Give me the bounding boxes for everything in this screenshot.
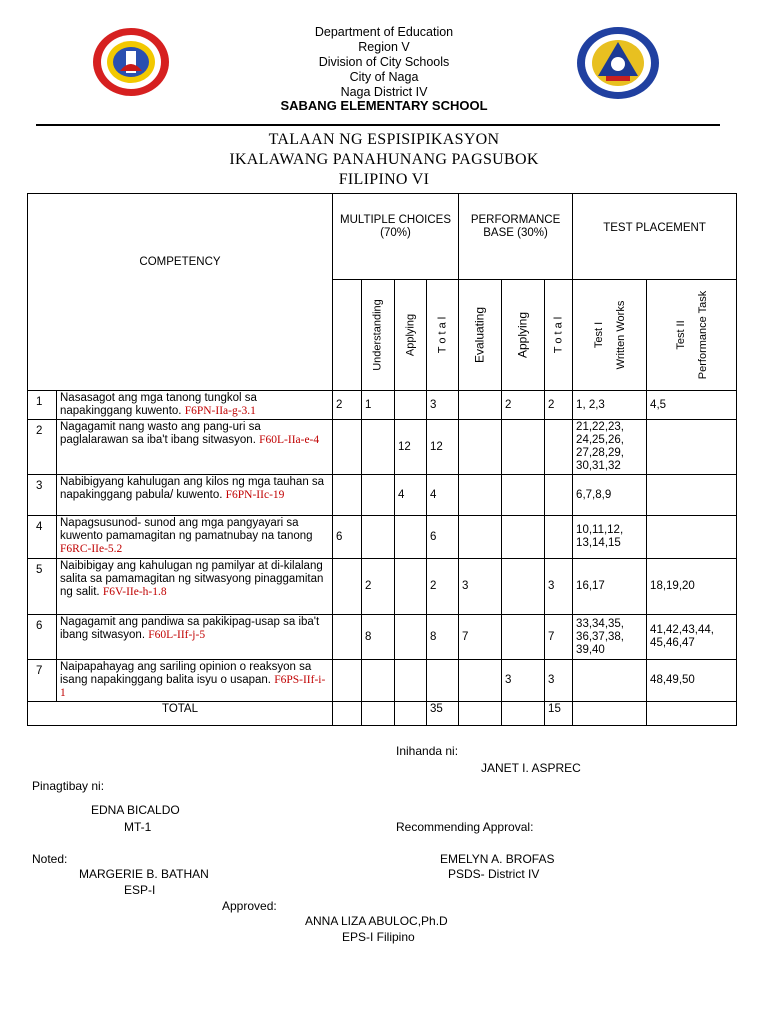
test2-placement-cell: 18,19,20: [647, 559, 737, 615]
competency-text: Nabibigyang kahulugan ang kilos ng mga tauhan sa napakinggang pabula/ kuwento.: [60, 476, 325, 501]
prepared-label: Inihanda ni:: [396, 744, 459, 758]
tp-sub-test2: Test II Performance Task: [647, 280, 737, 391]
test1-placement-cell: 6,7,8,9: [573, 475, 647, 516]
pb-cell: [459, 660, 502, 702]
pb-total-cell: 3: [545, 559, 573, 615]
competency-cell: [57, 615, 333, 660]
mc-sub-applying: Applying: [395, 280, 427, 391]
mc-cell: [362, 516, 395, 559]
mc-cell: [333, 615, 362, 660]
row-number: 5: [28, 559, 57, 615]
row-number: 4: [28, 516, 57, 559]
total-cell: [459, 702, 502, 726]
header-division: Division of City Schools: [318, 55, 450, 69]
total-cell: [502, 702, 545, 726]
competency-cell: [57, 475, 333, 516]
table-row: [28, 420, 737, 475]
competency-text: Naibibigay ang kahulugan ng pamilyar at di-kilalang salita sa pamamagitan ng sitwasyong pinaggamitan ng salit.: [60, 560, 324, 598]
mc-cell: [395, 559, 427, 615]
header-city: City of Naga: [349, 70, 419, 84]
total-cell: [395, 702, 427, 726]
total-cell: [333, 702, 362, 726]
approved-position: EPS-I Filipino: [342, 930, 415, 944]
competency-cell: [57, 391, 333, 420]
specification-table: [27, 193, 737, 726]
mc-cell: [333, 559, 362, 615]
competency-code: F6V-IIe-h-1.8: [102, 586, 167, 598]
header-region: Region V: [358, 40, 410, 54]
table-row: [28, 660, 737, 702]
competency-code: F6PN-IIc-19: [225, 489, 285, 501]
table-row: [28, 559, 737, 615]
tp-sub-test1: Test I Written Works: [573, 280, 647, 391]
pb-cell: [502, 516, 545, 559]
test2-placement-cell: 48,49,50: [647, 660, 737, 702]
test2-placement-cell: [647, 420, 737, 475]
mc-cell: [395, 391, 427, 420]
mc-cell: 6: [333, 516, 362, 559]
mc-header: MULTIPLE CHOICES (70%): [333, 194, 459, 280]
pb-total-cell: 7: [545, 615, 573, 660]
pb-total-cell: 2: [545, 391, 573, 420]
test1-placement-cell: 1, 2,3: [573, 391, 647, 420]
mc-total-cell: 4: [427, 475, 459, 516]
mc-total-cell: 8: [427, 615, 459, 660]
pb-total-cell: [545, 516, 573, 559]
pb-total-cell: 3: [545, 660, 573, 702]
mc-total-cell: 2: [427, 559, 459, 615]
mc-cell: [395, 516, 427, 559]
pb-total-cell: [545, 420, 573, 475]
pb-cell: [502, 559, 545, 615]
test2-placement-cell: [647, 516, 737, 559]
noted-label: Noted:: [32, 852, 68, 866]
recommending-position: PSDS- District IV: [448, 867, 540, 881]
tp-header: TEST PLACEMENT: [573, 194, 737, 280]
mc-sub-understanding: Understanding: [362, 280, 395, 391]
competency-text: Napagsusunod- sunod ang mga pangyayari sa kuwento pamamagitan ng pamatnubay na tanong: [60, 517, 313, 542]
noted-name: MARGERIE B. BATHAN: [79, 867, 209, 881]
pb-cell: 7: [459, 615, 502, 660]
doc-subject: FILIPINO VI: [338, 171, 430, 188]
pb-cell: 2: [502, 391, 545, 420]
mc-sub-1: [333, 280, 362, 391]
competency-code: F60L-IIa-e-4: [259, 434, 320, 446]
pb-sub-applying: Applying: [502, 280, 545, 391]
row-number: 2: [28, 420, 57, 475]
mc-total-cell: 3: [427, 391, 459, 420]
recommending-name: EMELYN A. BROFAS: [440, 852, 555, 866]
test1-placement-cell: 10,11,12, 13,14,15: [573, 516, 647, 559]
competency-code: F6PS-IIf-i-1: [60, 674, 326, 699]
competency-text: Nasasagot ang mga tanong tungkol sa napakinggang kuwento.: [60, 392, 257, 417]
doc-subtitle: IKALAWANG PANAHUNANG PAGSUBOK: [229, 151, 539, 168]
competency-text: Naipapahayag ang sariling opinion o reaksyon sa isang napakinggang balita isyu o usapan.: [60, 661, 312, 686]
pb-cell: [459, 516, 502, 559]
mc-cell: 4: [395, 475, 427, 516]
test1-placement-cell: 33,34,35, 36,37,38, 39,40: [573, 615, 647, 660]
approved-name: ANNA LIZA ABULOC,Ph.D: [305, 914, 448, 928]
mc-total-cell: [427, 660, 459, 702]
competency-code: F6PN-IIa-g-3.1: [184, 405, 256, 417]
competency-code: F60L-IIf-j-5: [148, 629, 206, 641]
recommending-label: Recommending Approval:: [396, 820, 534, 834]
competency-cell: [57, 660, 333, 702]
competency-cell: [57, 516, 333, 559]
pb-cell: [502, 615, 545, 660]
test2-placement-cell: 41,42,43,44, 45,46,47: [647, 615, 737, 660]
test1-placement-cell: 16,17: [573, 559, 647, 615]
mc-cell: 8: [362, 615, 395, 660]
test1-placement-cell: 21,22,23, 24,25,26, 27,28,29, 30,31,32: [573, 420, 647, 475]
pb-cell: [502, 420, 545, 475]
mc-cell: [395, 660, 427, 702]
pb-sub-evaluating: Evaluating: [459, 280, 502, 391]
competency-cell: [57, 559, 333, 615]
test1-placement-cell: [573, 660, 647, 702]
mc-cell: [362, 475, 395, 516]
mc-cell: 2: [333, 391, 362, 420]
mc-sub-total: T o t a l: [427, 280, 459, 391]
header-dept: Department of Education: [314, 25, 454, 39]
header-rule: [36, 124, 720, 126]
table-row: [28, 391, 737, 420]
confirmed-label: Pinagtibay ni:: [32, 779, 105, 793]
doc-title: TALAAN NG ESPISIPIKASYON: [268, 131, 500, 148]
mc-cell: 2: [362, 559, 395, 615]
table-row: [28, 615, 737, 660]
prepared-name: JANET I. ASPREC: [481, 761, 581, 775]
confirmed-name: EDNA BICALDO: [91, 803, 180, 817]
mc-cell: [333, 420, 362, 475]
noted-position: ESP-I: [124, 883, 156, 897]
total-mc: 35: [427, 702, 459, 726]
mc-cell: [362, 420, 395, 475]
pb-total-cell: [545, 475, 573, 516]
table-row: [28, 516, 737, 559]
competency-cell: [57, 420, 333, 475]
competency-header: COMPETENCY: [28, 194, 333, 391]
row-number: 7: [28, 660, 57, 702]
mc-total-cell: 12: [427, 420, 459, 475]
competency-text: Nagagamit ang pandiwa sa pakikipag-usap sa iba't ibang sitwasyon.: [60, 616, 320, 641]
total-pb: 15: [545, 702, 573, 726]
mc-cell: 1: [362, 391, 395, 420]
test2-placement-cell: [647, 475, 737, 516]
header-district: Naga District IV: [340, 85, 428, 99]
pb-cell: [459, 475, 502, 516]
row-number: 3: [28, 475, 57, 516]
pb-cell: [459, 391, 502, 420]
total-label: TOTAL: [28, 702, 333, 726]
approved-label: Approved:: [222, 899, 277, 913]
mc-cell: [333, 660, 362, 702]
total-cell: [647, 702, 737, 726]
mc-cell: [362, 660, 395, 702]
row-number: 6: [28, 615, 57, 660]
pb-cell: 3: [502, 660, 545, 702]
total-cell: [362, 702, 395, 726]
mc-cell: 12: [395, 420, 427, 475]
table-row: [28, 475, 737, 516]
pb-cell: [459, 420, 502, 475]
pb-sub-total: T o t a l: [545, 280, 573, 391]
pb-cell: [502, 475, 545, 516]
row-number: 1: [28, 391, 57, 420]
total-cell: [573, 702, 647, 726]
confirmed-position: MT-1: [124, 820, 152, 834]
mc-total-cell: 6: [427, 516, 459, 559]
mc-cell: [333, 475, 362, 516]
test2-placement-cell: 4,5: [647, 391, 737, 420]
school-name: SABANG ELEMENTARY SCHOOL: [280, 98, 488, 113]
competency-code: F6RC-IIe-5.2: [60, 543, 123, 555]
pb-header: PERFORMANCE BASE (30%): [459, 194, 573, 280]
competency-text: Nagagamit nang wasto ang pang-uri sa paglalarawan sa iba't ibang sitwasyon.: [60, 421, 261, 446]
mc-cell: [395, 615, 427, 660]
pb-cell: 3: [459, 559, 502, 615]
